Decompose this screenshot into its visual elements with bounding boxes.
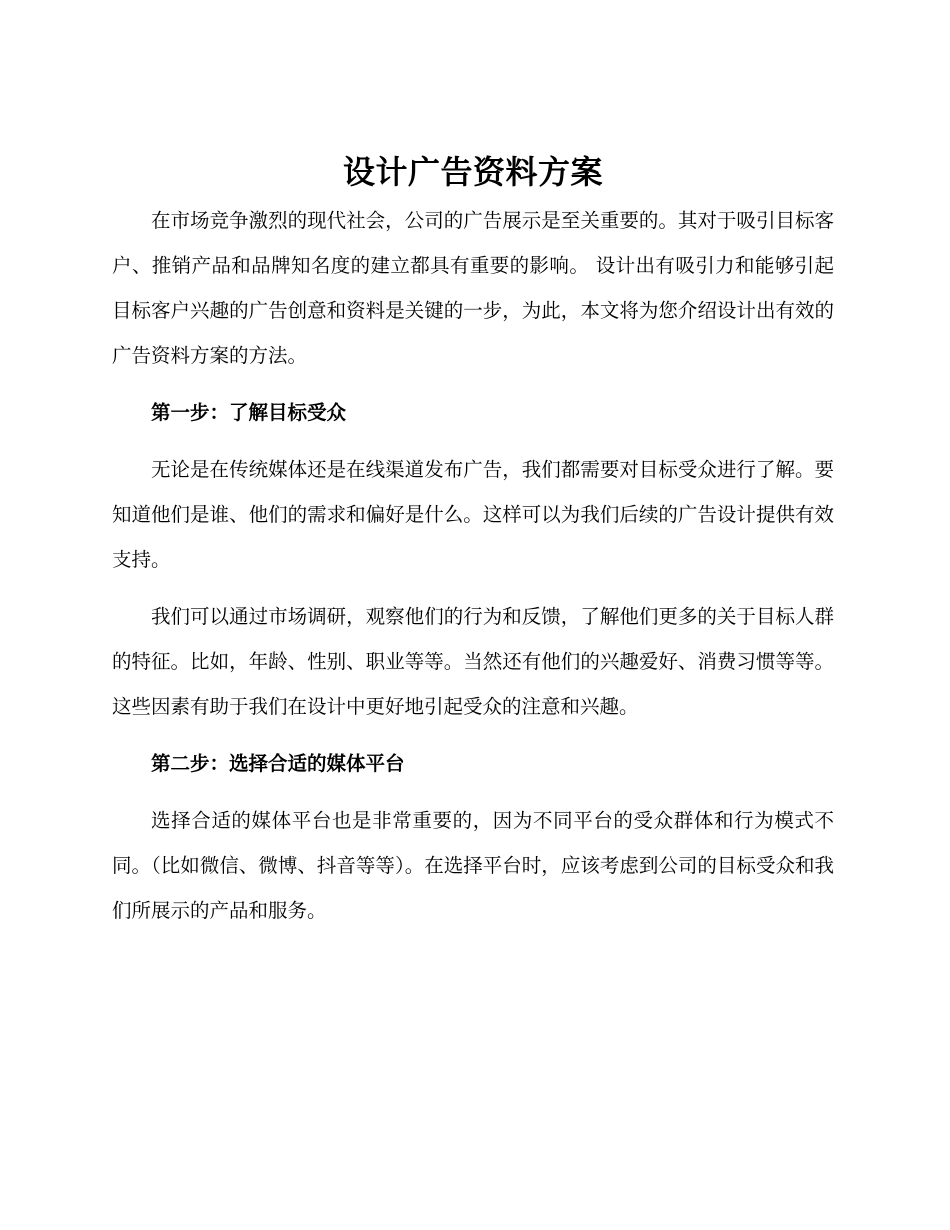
section-1-paragraph-1: 无论是在传统媒体还是在线渠道发布广告，我们都需要对目标受众进行了解。要知道他们是谁、他们的需求和偏好是什么。这样可以为我们后续的广告设计提供有效支持。 — [112, 458, 834, 571]
document-title: 设计广告资料方案 — [342, 153, 603, 191]
section-1-paragraph-2: 我们可以通过市场调研，观察他们的行为和反馈，了解他们更多的关于目标人群的特征。比如，年龄、性别、职业等等。当然还有他们的兴趣爱好、消费习惯等等。这些因素有助于我们在设计中更好地引起受众的注意和兴趣。 — [112, 605, 834, 718]
section-heading-step-1: 第一步：了解目标受众 — [151, 401, 347, 424]
section-heading-step-2: 第二步：选择合适的媒体平台 — [151, 752, 405, 775]
section-2-paragraph-1: 选择合适的媒体平台也是非常重要的，因为不同平台的受众群体和行为模式不同。（比如微信、微博、抖音等等）。在选择平台时，应该考虑到公司的目标受众和我们所展示的产品和服务。 — [112, 809, 834, 922]
intro-paragraph: 在市场竞争激烈的现代社会，公司的广告展示是至关重要的。其对于吸引目标客户、推销产品和品牌知名度的建立都具有重要的影响。 设计出有吸引力和能够引起目标客户兴趣的广告创意和资料是关键的一步，为此，本文将为您介绍设计出有效的广告资料方案的方法。 — [112, 209, 834, 367]
